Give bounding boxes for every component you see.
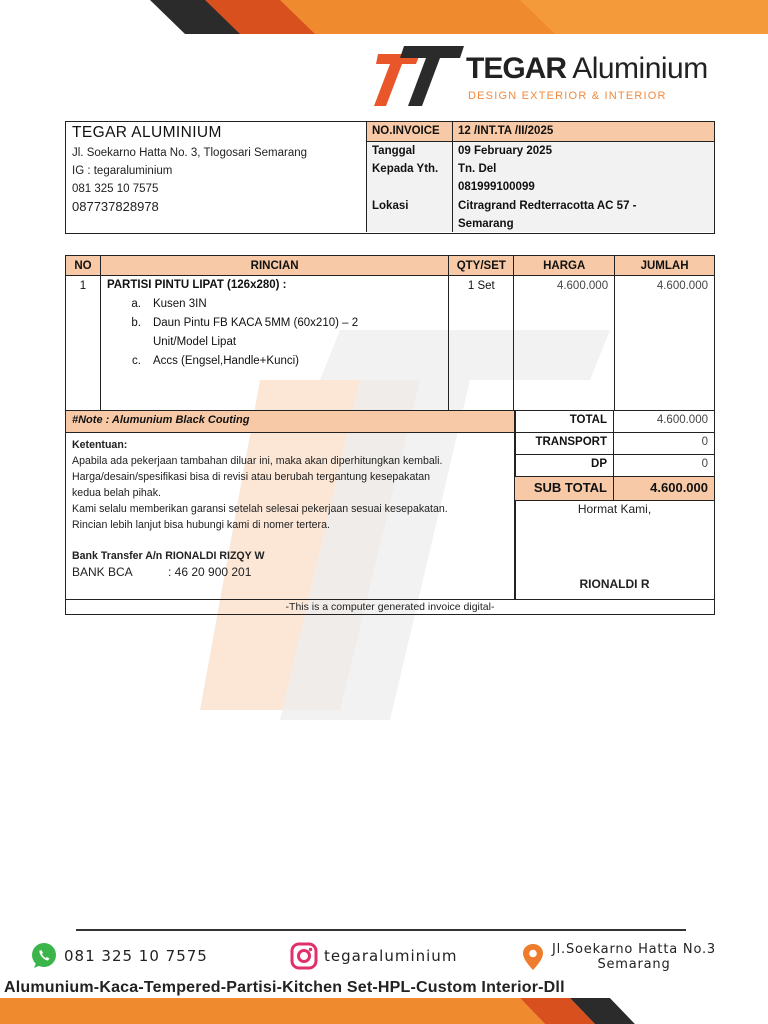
terms-line: kedua belah pihak. — [72, 487, 161, 499]
terms-title: Ketentuan: — [72, 439, 128, 451]
brand-tagline: DESIGN EXTERIOR & INTERIOR — [468, 90, 667, 102]
dp-row — [515, 455, 714, 477]
item-no: 1 — [66, 276, 101, 411]
recipient-phone: 081999100099 — [458, 181, 535, 193]
location-label: Lokasi — [372, 200, 409, 212]
services-tagline: Alumunium-Kaca-Tempered-Partisi-Kitchen Set-HPL-Custom Interior-Dll — [4, 979, 565, 996]
invoice-header — [65, 121, 715, 234]
subtotal-row — [515, 477, 714, 501]
summary-section — [65, 410, 715, 615]
item-price: 4.600.000 — [514, 276, 615, 411]
brand-logo — [374, 44, 708, 112]
item-title: PARTISI PINTU LIPAT (126x280) : — [106, 279, 287, 291]
location-line-2: Semarang — [458, 218, 514, 230]
footer-address-line-2: Semarang — [597, 957, 671, 972]
invoice-values — [452, 122, 714, 232]
total-value: 4.600.000 — [656, 414, 708, 426]
sub-item: b. Daun Pintu FB KACA 5MM (60x210) – 2 — [131, 317, 359, 329]
instagram-icon — [290, 942, 318, 970]
company-phone-1: 081 325 10 7575 — [72, 183, 159, 195]
dp-value: 0 — [701, 458, 708, 470]
recipient-label: Kepada Yth. — [372, 163, 439, 175]
item-note: #Note : Alumunium Black Couting — [66, 411, 515, 433]
bank-transfer-title: Bank Transfer A/n RIONALDI RIZQY W — [72, 550, 265, 562]
invoice-no-value: 12 /INT.TA /II/2025 — [453, 122, 714, 142]
footer-whatsapp[interactable] — [30, 942, 208, 970]
footer-address — [522, 942, 716, 972]
invoice-no-label: NO.INVOICE — [367, 122, 452, 142]
terms-line: Kami selalu memberikan garansi setelah selesai pekerjaan sesuai kesepakatan. — [72, 503, 448, 515]
tegar-logo-icon — [374, 44, 466, 108]
footer-address-text — [552, 942, 716, 972]
transport-value: 0 — [701, 436, 708, 448]
col-header-harga: HARGA — [514, 256, 615, 276]
terms-line: Apabila ada pekerjaan tambahan diluar ini, maka akan diperhitungkan kembali. — [72, 455, 443, 467]
item-qty: 1 Set — [449, 276, 514, 411]
bank-name: BANK BCA — [72, 565, 133, 579]
totals-block — [515, 411, 714, 501]
invoice-labels — [366, 122, 452, 232]
footer-address-line-1: Jl.Soekarno Hatta No.3 — [552, 942, 716, 957]
table-row — [66, 276, 715, 411]
col-header-no: NO — [66, 256, 101, 276]
top-decorative-band — [0, 0, 768, 34]
company-address: Jl. Soekarno Hatta No. 3, Tlogosari Semarang — [72, 147, 308, 159]
signer-name: RIONALDI R — [579, 577, 650, 591]
seller-info — [66, 122, 366, 232]
subtotal-value: 4.600.000 — [650, 480, 708, 495]
transport-row — [515, 433, 714, 455]
footer-instagram-handle: tegaraluminium — [324, 947, 458, 965]
item-description — [100, 276, 448, 411]
location-line-1: Citragrand Redterracotta AC 57 - — [458, 200, 637, 212]
sub-item: Unit/Model Lipat — [152, 336, 237, 348]
company-name: TEGAR ALUMINIUM — [72, 124, 222, 141]
footer-phone: 081 325 10 7575 — [64, 947, 208, 965]
sub-item: a. Kusen 3IN — [131, 298, 207, 310]
col-header-jumlah: JUMLAH — [615, 256, 715, 276]
brand-name: TEGAR Aluminium — [466, 52, 708, 85]
sub-item: c. Accs (Engsel,Handle+Kunci) — [131, 355, 299, 367]
whatsapp-icon — [30, 942, 58, 970]
generated-note: -This is a computer generated invoice digital- — [66, 599, 714, 614]
footer-instagram[interactable] — [290, 942, 457, 970]
bank-account-number: : 46 20 900 201 — [168, 565, 252, 579]
col-header-rincian: RINCIAN — [100, 256, 448, 276]
bank-account — [72, 564, 509, 580]
recipient-name: Tn. Del — [458, 163, 497, 175]
items-table — [65, 255, 715, 411]
transport-label: TRANSPORT — [515, 433, 614, 454]
terms-line: Rincian lebih lanjut bisa hubungi kami di nomer tertera. — [72, 519, 330, 531]
total-label: TOTAL — [515, 411, 614, 432]
items-header-row — [66, 256, 715, 276]
date-value: 09 February 2025 — [458, 145, 552, 157]
terms-block — [66, 433, 515, 599]
signature-greeting: Hormat Kami, — [577, 502, 652, 516]
company-instagram: IG : tegaraluminium — [72, 165, 173, 177]
bottom-decorative-band — [0, 998, 768, 1024]
item-amount: 4.600.000 — [615, 276, 715, 411]
total-row — [515, 411, 714, 433]
company-phone-2: 087737828978 — [72, 199, 159, 214]
location-pin-icon — [522, 943, 544, 971]
dp-label: DP — [515, 455, 614, 476]
date-label: Tanggal — [372, 145, 416, 157]
terms-line: Harga/desain/spesifikasi bisa di revisi atau berubah tergantung kesepakatan — [72, 471, 431, 483]
col-header-qty: QTY/SET — [449, 256, 514, 276]
footer-divider — [76, 929, 686, 931]
subtotal-label: SUB TOTAL — [515, 477, 614, 500]
